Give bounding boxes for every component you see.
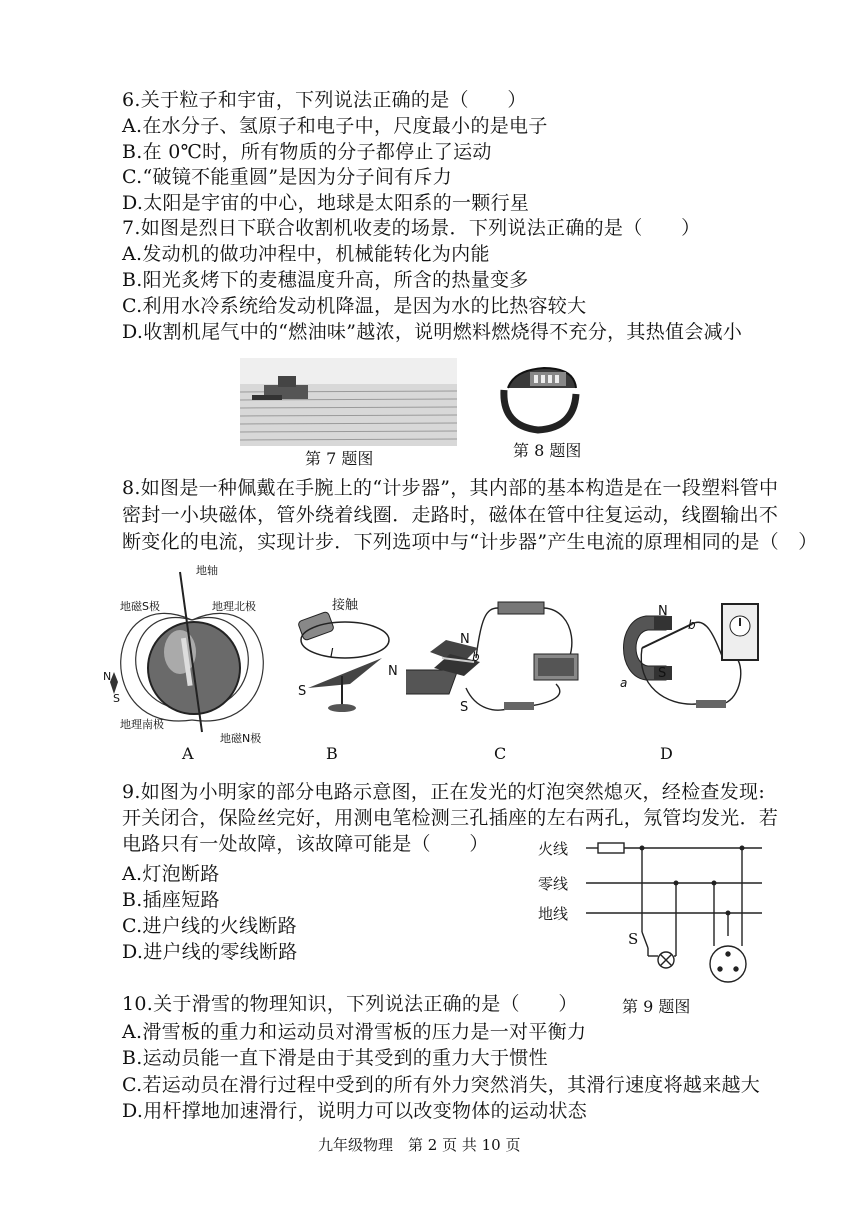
q10-option-a: A.滑雪板的重力和运动员对滑雪板的压力是一对平衡力 <box>122 1021 587 1043</box>
label-b-north: N <box>388 664 398 679</box>
pedometer-wristband <box>494 360 584 436</box>
q9-figure-caption: 第 9 题图 <box>622 997 691 1016</box>
label-b-south: S <box>298 684 307 699</box>
label-d-north: N <box>658 604 668 619</box>
label-d-b: b <box>688 618 696 632</box>
label-switch-s: S <box>628 930 639 948</box>
q9-option-c: C.进户线的火线断路 <box>122 915 297 937</box>
label-earth-axis: 地轴 <box>196 564 218 577</box>
label-geographic-north: 地理北极 <box>212 600 256 613</box>
page-footer: 九年级物理 第 2 页 共 10 页 <box>318 1136 521 1154</box>
q9-option-d: D.进户线的零线断路 <box>122 941 298 963</box>
q9-stem-line-3: 电路只有一处故障，该故障可能是（ ） <box>122 833 489 855</box>
label-c-south: S <box>460 700 469 715</box>
q7-stem: 7.如图是烈日下联合收割机收麦的场景．下列说法正确的是（ ） <box>122 217 701 239</box>
label-contact: 接触 <box>332 598 359 613</box>
q8-stem-line-3: 断变化的电流，实现计步．下列选项中与“计步器”产生电流的原理相同的是（ ） <box>122 531 818 553</box>
q10-stem: 10.关于滑雪的物理知识，下列说法正确的是（ ） <box>122 993 578 1015</box>
q6-option-d: D.太阳是宇宙的中心，地球是太阳系的一颗行星 <box>122 192 530 214</box>
harvester-photo <box>240 358 457 446</box>
q8-option-a-earth-field <box>102 560 282 740</box>
q8-option-d-letter: D <box>660 744 673 763</box>
q9-option-a: A.灯泡断路 <box>122 863 220 885</box>
label-c-north: N <box>460 632 470 647</box>
q8-stem-line-2: 密封一小块磁体，管外绕着线圈．走路时，磁体在管中往复运动，线圈输出不 <box>122 504 779 526</box>
label-neutral-wire: 零线 <box>538 875 569 893</box>
label-c-b: b <box>472 650 480 664</box>
label-magnetic-n-pole: 地磁N极 <box>220 732 262 745</box>
q7-option-c: C.利用水冷系统给发动机降温，是因为水的比热容较大 <box>122 295 587 317</box>
q8-option-a-letter: A <box>182 744 194 763</box>
label-compass-n: N <box>103 670 112 683</box>
q9-stem-line-1: 9.如图为小明家的部分电路示意图，正在发光的灯泡突然熄灭，经检查发现: <box>122 781 766 803</box>
household-circuit-diagram <box>586 836 766 986</box>
q7-figure-caption: 第 7 题图 <box>305 449 374 468</box>
q10-option-d: D.用杆撑地加速滑行，说明力可以改变物体的运动状态 <box>122 1100 588 1122</box>
q8-option-c-letter: C <box>494 744 507 763</box>
q8-stem-line-1: 8.如图是一种佩戴在手腕上的“计步器”，其内部的基本构造是在一段塑料管中 <box>122 477 779 499</box>
label-compass-s: S <box>113 692 120 705</box>
label-live-wire: 火线 <box>538 840 569 858</box>
label-magnetic-s-pole: 地磁S极 <box>120 600 160 613</box>
q8-figure-caption: 第 8 题图 <box>513 441 582 460</box>
q10-option-b: B.运动员能一直下滑是由于其受到的重力大于惯性 <box>122 1047 548 1069</box>
q6-option-c: C.“破镜不能重圆”是因为分子间有斥力 <box>122 166 453 188</box>
q9-stem-line-2: 开关闭合，保险丝完好，用测电笔检测三孔插座的左右两孔，氖管均发光．若 <box>122 807 779 829</box>
q8-option-b-letter: B <box>326 744 338 763</box>
q8-option-c-motor-circuit <box>406 598 586 723</box>
q6-option-a: A.在水分子、氢原子和电子中，尺度最小的是电子 <box>122 115 548 137</box>
q7-option-b: B.阳光炙烤下的麦穗温度升高，所含的热量变多 <box>122 269 529 291</box>
q9-option-b: B.插座短路 <box>122 889 220 911</box>
q7-option-d: D.收割机尾气中的“燃油味”越浓，说明燃料燃烧得不充分，其热值会减小 <box>122 321 743 343</box>
q10-option-c: C.若运动员在滑行过程中受到的所有外力突然消失，其滑行速度将越来越大 <box>122 1074 761 1096</box>
label-ground-wire: 地线 <box>538 905 569 923</box>
q6-option-b: B.在 0℃时，所有物质的分子都停止了运动 <box>122 141 492 163</box>
q6-stem: 6.关于粒子和宇宙，下列说法正确的是（ ） <box>122 89 527 111</box>
label-geographic-south: 地理南极 <box>120 718 164 731</box>
q8-option-d-generator-circuit <box>606 596 766 721</box>
label-d-a: a <box>620 676 628 690</box>
label-current-i: I <box>330 646 334 660</box>
label-d-south: S <box>658 666 667 681</box>
q7-option-a: A.发动机的做功冲程中，机械能转化为内能 <box>122 243 490 265</box>
